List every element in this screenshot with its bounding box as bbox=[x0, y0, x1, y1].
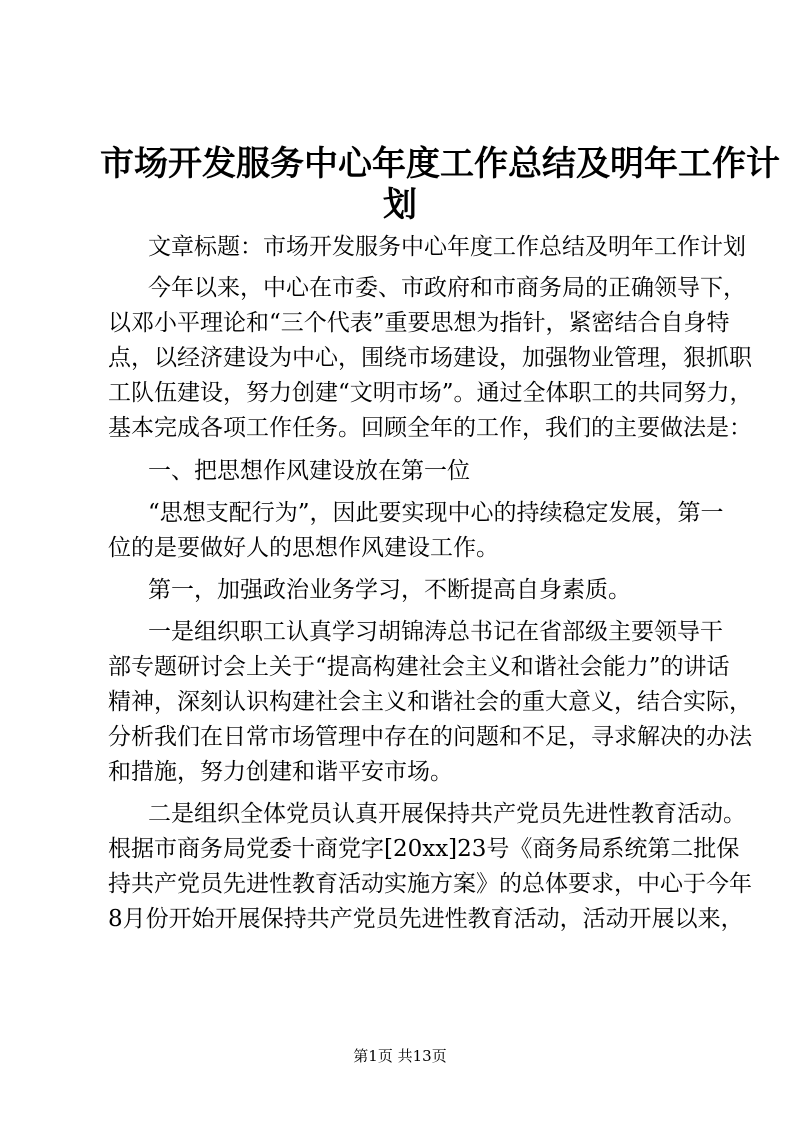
paragraph-line: 一是组织职工认真学习胡锦涛总书记在省部级主要领导干 bbox=[148, 619, 723, 645]
document-title-line-1: 市场开发服务中心年度工作总结及明年工作计 bbox=[100, 144, 780, 184]
paragraph-line: 以邓小平理论和“三个代表”重要思想为指针，紧密结合自身特 bbox=[108, 310, 730, 336]
paragraph-line: 根据市商务局党委十商党字[20xx]23号《商务局系统第二批保 bbox=[108, 836, 740, 862]
paragraph-line: 点，以经济建设为中心，围绕市场建设，加强物业管理，狠抓职 bbox=[108, 345, 752, 371]
paragraph-line: “思想支配行为”，因此要实现中心的持续稳定发展，第一 bbox=[148, 500, 724, 526]
paragraph-line: 分析我们在日常市场管理中存在的问题和不足，寻求解决的办法 bbox=[108, 724, 752, 750]
paragraph-line: 基本完成各项工作任务。回顾全年的工作，我们的主要做法是： bbox=[108, 415, 752, 441]
paragraph-line: 和措施，努力创建和谐平安市场。 bbox=[108, 759, 453, 785]
paragraph-line: 二是组织全体党员认真开展保持共产党员先进性教育活动。 bbox=[148, 801, 746, 827]
section-heading: 一、把思想作风建设放在第一位 bbox=[148, 458, 470, 484]
paragraph-line: 8月份开始开展保持共产党员先进性教育活动，活动开展以来， bbox=[108, 906, 744, 932]
paragraph-line: 精神，深刻认识构建社会主义和谐社会的重大意义，结合实际， bbox=[108, 689, 752, 715]
subsection-heading: 第一，加强政治业务学习，不断提高自身素质。 bbox=[148, 577, 631, 603]
paragraph-line: 部专题研讨会上关于“提高构建社会主义和谐社会能力”的讲话 bbox=[108, 654, 730, 680]
paragraph-line: 持共产党员先进性教育活动实施方案》的总体要求，中心于今年 bbox=[108, 871, 752, 897]
page-number-footer: 第1页 共13页 bbox=[353, 1047, 447, 1065]
paragraph-line: 位的是要做好人的思想作风建设工作。 bbox=[108, 535, 499, 561]
document-title-line-2: 划 bbox=[383, 185, 417, 225]
paragraph-line: 今年以来，中心在市委、市政府和市商务局的正确领导下， bbox=[148, 275, 746, 301]
article-title-line: 文章标题：市场开发服务中心年度工作总结及明年工作计划 bbox=[148, 234, 746, 260]
paragraph-line: 工队伍建设，努力创建“文明市场”。通过全体职工的共同努力， bbox=[108, 380, 753, 406]
